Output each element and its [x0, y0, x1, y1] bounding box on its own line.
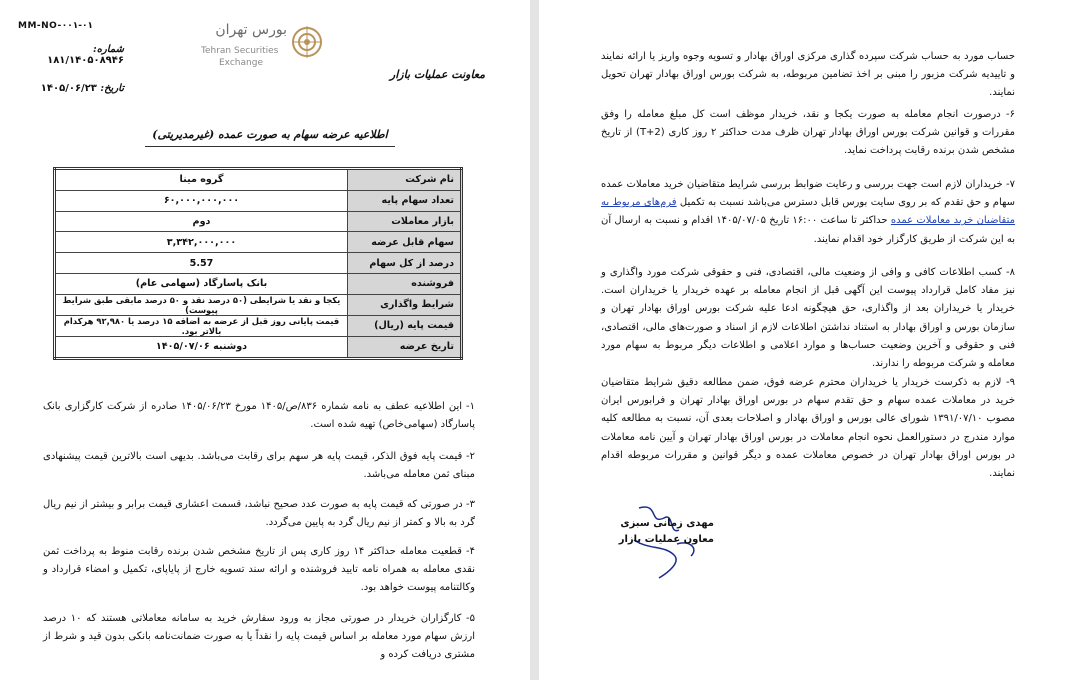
table-row	[55, 253, 462, 274]
table-value-base-shares: ۶۰,۰۰۰,۰۰۰,۰۰۰	[55, 190, 348, 211]
table-label-base-price: قیمت پایه (ریال)	[348, 315, 462, 336]
paragraph-continued: حساب مورد به حساب شرکت سپرده گذاری مرکزی اوراق بهادار و تسویه وجوه واریز یا ارائه نمایند و تاییدیه شرکت مزبور را مبنی بر اخذ تضامین مربوطه، به شرکت بورس اوراق بهادار تهران تحویل نمایند.	[601, 51, 1015, 99]
logo-text-en-1: Tehran Securities	[201, 46, 279, 56]
table-row	[55, 232, 462, 253]
signer-name: مهدی زمانی سبزی	[620, 518, 714, 529]
document-page-2	[539, 0, 1066, 680]
application-forms-link[interactable]: فرم‌های مربوط به متقاضیان خرید معاملات عمده	[601, 197, 1015, 227]
offering-info-table	[53, 167, 463, 360]
paragraph-6: ۶- درصورت انجام معامله به صورت یکجا و نقد، خریدار موظف است کل مبلغ معامله را وفق مقررات و قوانین شرکت بورس اوراق بهادار تهران ظرف مدت حداکثر ۲ روز کاری (T+2) از تاریخ مشخص شدن برنده رقابت پرداخت نماید.	[601, 109, 1015, 157]
table-label-terms: شرایط واگذاری	[348, 294, 462, 315]
letter-date: تاریخ: ۱۴۰۵/۰۶/۲۳	[40, 83, 124, 94]
paragraph-3: ۳- در صورتی که قیمت پایه به صورت عدد صحیح نباشد، قسمت اعشاری قیمت برابر و بیشتر از نیم ریال گرد به بالا و کمتر از نیم ریال گرد به پایین می‌گردد.	[43, 499, 475, 529]
table-label-base-shares: تعداد سهام پایه	[348, 190, 462, 211]
table-value-percent: 5.57	[55, 253, 348, 274]
table-label-date: تاریخ عرضه	[348, 336, 462, 358]
document-code: MM-NO-۰۰۱-۰۱	[18, 21, 93, 31]
table-label-market: بازار معاملات	[348, 211, 462, 232]
table-value-date: دوشنبه ۱۴۰۵/۰۷/۰۶	[55, 336, 348, 358]
signature-block	[614, 500, 724, 580]
paragraph-2: ۲- قیمت پایه فوق الذکر، قیمت پایه هر سهم برای رقابت می‌باشد. بدیهی است بالاترین قیمت پیشنهادی مبنای ثمن معامله می‌باشد.	[43, 451, 475, 481]
paragraph-8: ۸- کسب اطلاعات کافی و وافی از وضعیت مالی، اقتصادی، فنی و حقوقی شرکت مورد واگذاری و نیز مفاد کامل قرارداد پیوست این آگهی قبل از انجام معامله بر عهده خریدار یا خریداران است. خریدار یا خریداران بعد از واگذاری، حق هیچگونه ادعا علیه شرکت بورس اوراق بهادار تهران و سازمان بورس و اوراق بهادار به استناد نداشتن اطلاعات لازم از اسناد و صورت‌های مالی، اقتصادی، فنی و حقوقی و آخرین وضعیت حساب‌ها و موارد اعلامی و اطلاعات دیگر مربوط به سهام مورد معامله و شرکت مربوطه را ندارند.	[601, 267, 1015, 370]
table-row	[55, 336, 462, 358]
table-value-company: گروه مینا	[55, 169, 348, 191]
table-label-company: نام شرکت	[348, 169, 462, 191]
notice-title: اطلاعیه عرضه سهام به صورت عمده (غیرمدیریتی)	[152, 128, 388, 141]
document-page-1	[0, 0, 530, 680]
paragraph-1: ۱- این اطلاعیه عطف به نامه شماره ۸۳۶/ص/۱۴۰۵ مورخ ۱۴۰۵/۰۶/۲۳ صادره از شرکت کارگزاری بانک پاسارگاد (سهامی‌خاص) تهیه شده است.	[43, 401, 476, 431]
table-value-base-price: قیمت پایانی روز قبل از عرضه به اضافه ۱۵ درصد یا ۹۲,۹۸۰ هرکدام بالاتر بود.	[55, 315, 348, 336]
logo-text-fa: بورس تهران	[215, 22, 287, 38]
title-underline	[145, 146, 395, 147]
paragraph-7: ۷- خریداران لازم است جهت بررسی و رعایت ضوابط بررسی شرایط متقاضیان خرید معاملات عمده سهام و حق تقدم که بر روی سایت بورس قابل دسترس می‌باشد نسبت به تکمیل فرم‌های مربوط به متقاضیان خرید معاملات عمده حداکثر تا ساعت ۱۶:۰۰ تاریخ ۱۴۰۵/۰۷/۰۵ اقدام و نسبت به ارسال آن به این شرکت از طریق کارگزار خود اقدام نمایند.	[601, 179, 1015, 245]
table-row	[55, 190, 462, 211]
logo-text-en-2: Exchange	[219, 58, 263, 68]
table-value-offered-shares: ۳,۳۴۲,۰۰۰,۰۰۰	[55, 232, 348, 253]
tse-emblem-icon	[290, 24, 324, 64]
signer-title: معاون عملیات بازار	[618, 534, 714, 545]
table-value-seller: بانک پاسارگاد (سهامی عام)	[55, 273, 348, 294]
table-label-offered-shares: سهام قابل عرضه	[348, 232, 462, 253]
tse-logo	[195, 22, 335, 74]
table-label-seller: فروشنده	[348, 273, 462, 294]
letter-number: شماره: ۱۸۱/۱۴۰۵۰۸۹۴۶	[47, 44, 124, 66]
table-row	[55, 273, 462, 294]
table-row	[55, 315, 462, 336]
table-row	[55, 169, 462, 191]
table-label-percent: درصد از کل سهام	[348, 253, 462, 274]
paragraph-5: ۵- کارگزاران خریدار در صورتی مجاز به ورود سفارش خرید به سامانه معاملاتی هستند که ۱۰ درصد ارزش سهام مورد معامله بر اساس قیمت پایه را نقداً یا به صورت ضمانت‌نامه بانکی بدون قید و شرط از مشتری دریافت کرده و	[43, 613, 476, 661]
paragraph-4: ۴- قطعیت معامله حداکثر ۱۴ روز کاری پس از تاریخ مشخص شدن برنده رقابت منوط به پرداخت ثمن نقدی معامله به همراه نامه تایید فروشنده و ارائه سند تسویه خارج از پایاپای، تکمیل و امضاء قرارداد و وکالتنامه پیوست خواهد بود.	[43, 546, 475, 594]
paragraph-9: ۹- لازم به ذکرست خریدار یا خریداران محترم عرضه فوق، ضمن مطالعه دقیق شرایط متقاضیان خرید در معاملات عمده سهام و حق تقدم سهام در بورس اوراق بهادار تهران و فرابورس ایران مصوب ۱۳۹۱/۰۷/۱۰ شورای عالی بورس و اوراق بهادار و اصلاحات بعدی آن، نسبت به مطالعه کلیه موارد مندرج در دستورالعمل نحوه انجام معاملات در بورس اوراق بهادار تهران و آیین نامه معاملات در بورس اوراق بهادار تهران در خصوص معاملات عمده و دیگر قوانین و مقررات مربوطه اقدام نمایند.	[601, 377, 1015, 480]
department-title: معاونت عملیات بازار	[389, 68, 485, 81]
table-value-terms: یکجا و نقد یا شرایطی (۵۰ درصد نقد و ۵۰ درصد مابقی طبق شرایط پیوست)	[55, 294, 348, 315]
table-row	[55, 294, 462, 315]
table-row	[55, 211, 462, 232]
table-value-market: دوم	[55, 211, 348, 232]
